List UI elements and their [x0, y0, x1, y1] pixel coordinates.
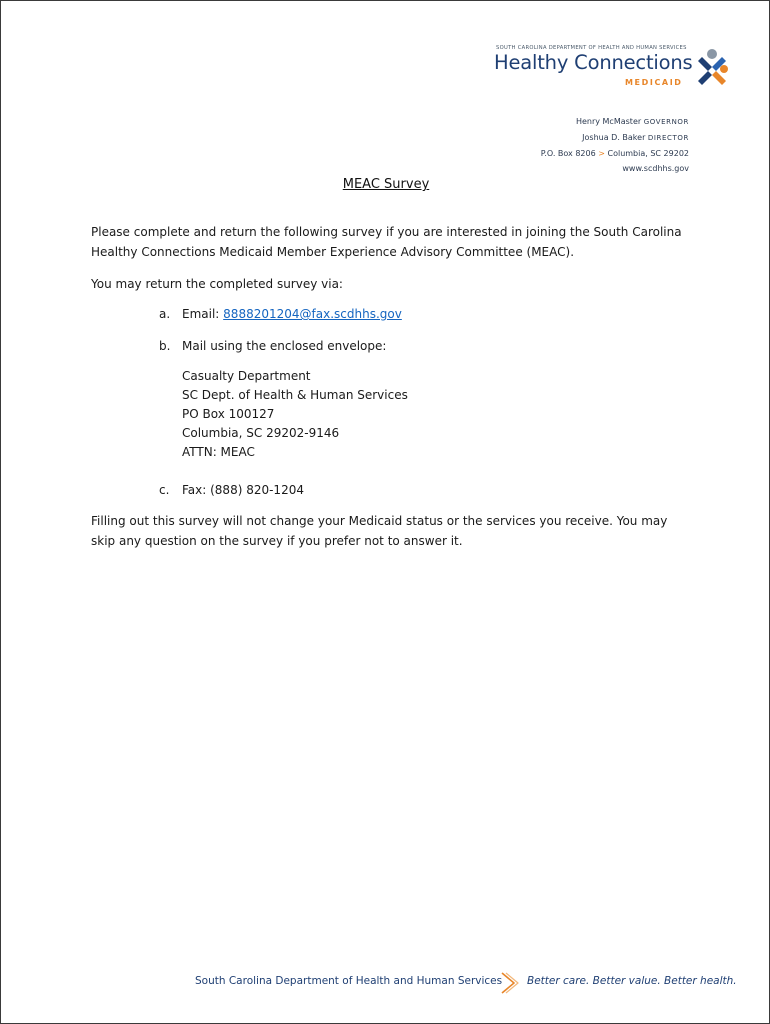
disclaimer-paragraph: Filling out this survey will not change your Medicaid status or the services you receive. You may skip any question on the survey if you prefer not to answer it.: [91, 514, 668, 548]
option-b-marker: b.: [159, 339, 171, 353]
email-link[interactable]: 8888201204@fax.scdhhs.gov: [223, 307, 402, 321]
website[interactable]: www.scdhhs.gov: [622, 164, 689, 173]
director-title: DIRECTOR: [647, 134, 689, 142]
return-via-paragraph: You may return the completed survey via:: [91, 277, 343, 291]
po-box: P.O. Box 8206: [540, 149, 596, 158]
governor-name: Henry McMaster: [575, 117, 642, 126]
page-title: MEAC Survey: [342, 177, 430, 192]
governor-title: GOVERNOR: [643, 118, 689, 126]
option-fax: [159, 481, 304, 500]
option-c-label: Fax: (888) 820-1204: [182, 483, 304, 497]
logo-department-text: SOUTH CAROLINA DEPARTMENT OF HEALTH AND HUMAN SERVICES: [496, 45, 687, 51]
intro-paragraph: Please complete and return the following survey if you are interested in joining the South Carolina Healthy Connections Medicaid Member Experience Advisory Committee (MEAC).: [91, 225, 682, 259]
footer: [195, 971, 735, 995]
mail-address-line: PO Box 100127: [182, 407, 275, 421]
mail-address-line: Columbia, SC 29202-9146: [182, 426, 340, 440]
letterhead-address: [541, 114, 689, 176]
healthy-connections-logo: [494, 45, 734, 95]
option-mail: [159, 337, 386, 356]
option-a-label: Email:: [182, 307, 220, 321]
mailing-address: [182, 367, 408, 462]
footer-department: South Carolina Department of Health and Human Services: [195, 975, 503, 987]
mail-address-line: ATTN: MEAC: [182, 445, 255, 459]
logo-brand-text: Healthy Connections: [494, 51, 693, 74]
logo-medicaid-text: MEDICAID: [625, 78, 683, 87]
option-a-marker: a.: [159, 307, 171, 321]
option-c-marker: c.: [159, 483, 170, 497]
option-b-label: Mail using the enclosed envelope:: [182, 339, 387, 353]
footer-tagline: Better care. Better value. Better health.: [527, 975, 737, 987]
city: Columbia, SC 29202: [607, 149, 689, 158]
address-separator: >: [598, 149, 605, 158]
director-name: Joshua D. Baker: [582, 133, 646, 142]
healthy-connections-x-mark-icon: [694, 47, 730, 91]
chevron-right-icon: [498, 971, 522, 995]
mail-address-line: Casualty Department: [182, 369, 311, 383]
option-email: [159, 305, 402, 324]
mail-address-line: SC Dept. of Health & Human Services: [182, 388, 408, 402]
